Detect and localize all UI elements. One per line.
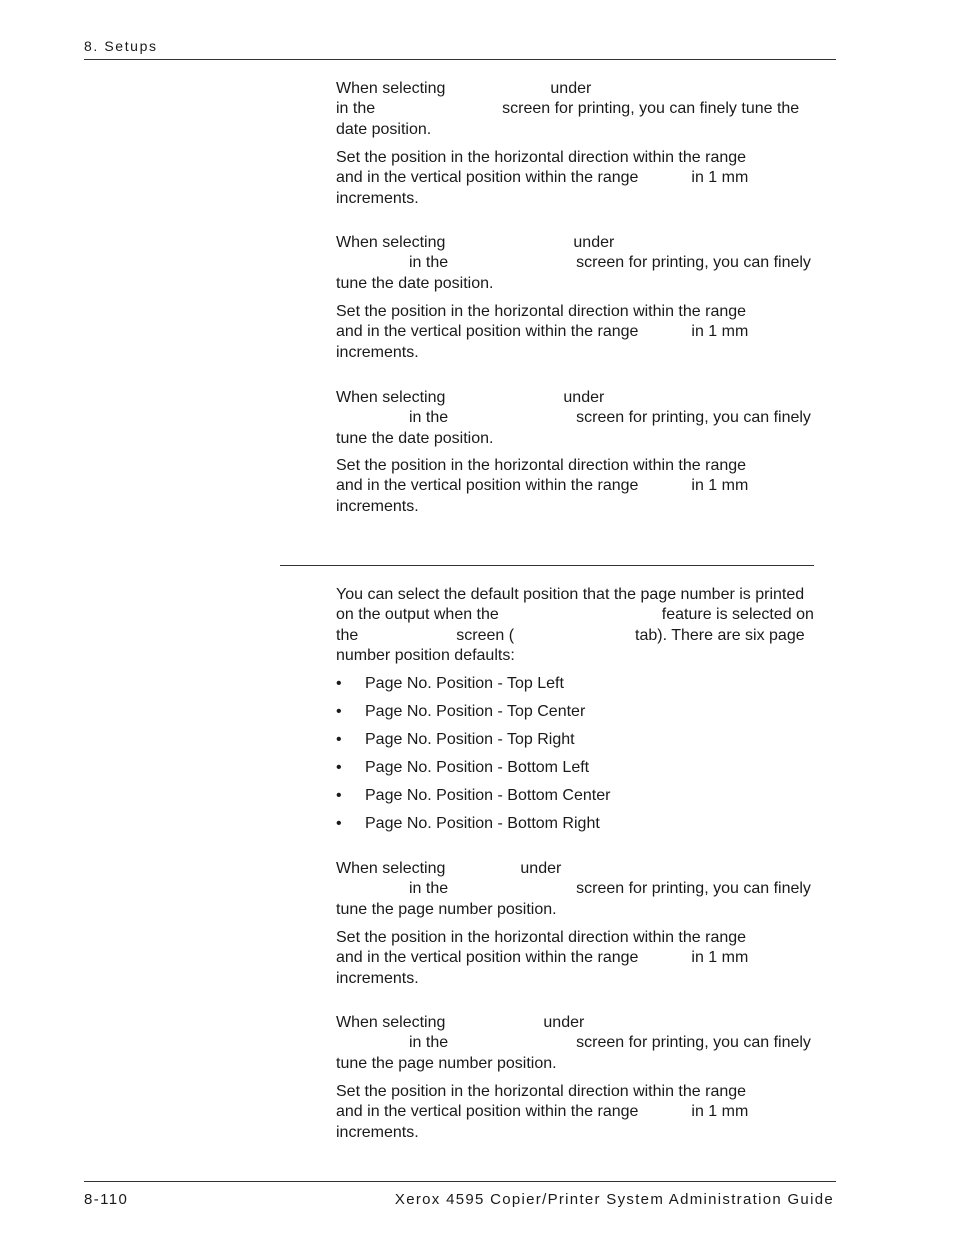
date-tuning-intro: When selecting under in the screen for printing, you can finely tune the date position. [336, 234, 811, 292]
list-item: • Page No. Position - Bottom Right [336, 814, 610, 842]
date-tuning-range: Set the position in the horizontal direction within the range and in the vertical position within the range in 1 mm increments. [336, 303, 749, 361]
page-tuning-intro: When selecting under in the screen for printing, you can finely tune the page number position. [336, 860, 811, 918]
header-rule [84, 59, 836, 60]
page-number-position-list [336, 674, 610, 842]
page-number: 8-110 [84, 1191, 129, 1208]
footer-rule [84, 1181, 836, 1182]
section-title: 8. Setups [84, 38, 158, 54]
list-item: • Page No. Position - Bottom Left [336, 758, 610, 786]
date-tuning-intro: When selecting under in the screen for printing, you can finely tune the date position. [336, 389, 811, 447]
page-tuning-intro: When selecting under in the screen for printing, you can finely tune the page number position. [336, 1014, 811, 1072]
page-tuning-range: Set the position in the horizontal direction within the range and in the vertical position within the range in 1 mm increments. [336, 1083, 749, 1141]
guide-title: Xerox 4595 Copier/Printer System Administration Guide [394, 1191, 834, 1208]
page-number-intro: You can select the default position that the page number is printed on the output when the feature is selected on the screen ( tab). There are six page number position defaults: [336, 586, 814, 664]
date-tuning-range: Set the position in the horizontal direction within the range and in the vertical position within the range in 1 mm increments. [336, 149, 749, 207]
list-item: • Page No. Position - Top Left [336, 674, 610, 702]
page-tuning-range: Set the position in the horizontal direction within the range and in the vertical position within the range in 1 mm increments. [336, 929, 749, 987]
date-tuning-range: Set the position in the horizontal direction within the range and in the vertical position within the range in 1 mm increments. [336, 457, 749, 515]
list-item: • Page No. Position - Bottom Center [336, 786, 610, 814]
list-item: • Page No. Position - Top Right [336, 730, 610, 758]
section-rule [280, 565, 814, 566]
list-item: • Page No. Position - Top Center [336, 702, 610, 730]
date-tuning-intro: When selecting under in the screen for printing, you can finely tune the date position. [336, 80, 800, 138]
